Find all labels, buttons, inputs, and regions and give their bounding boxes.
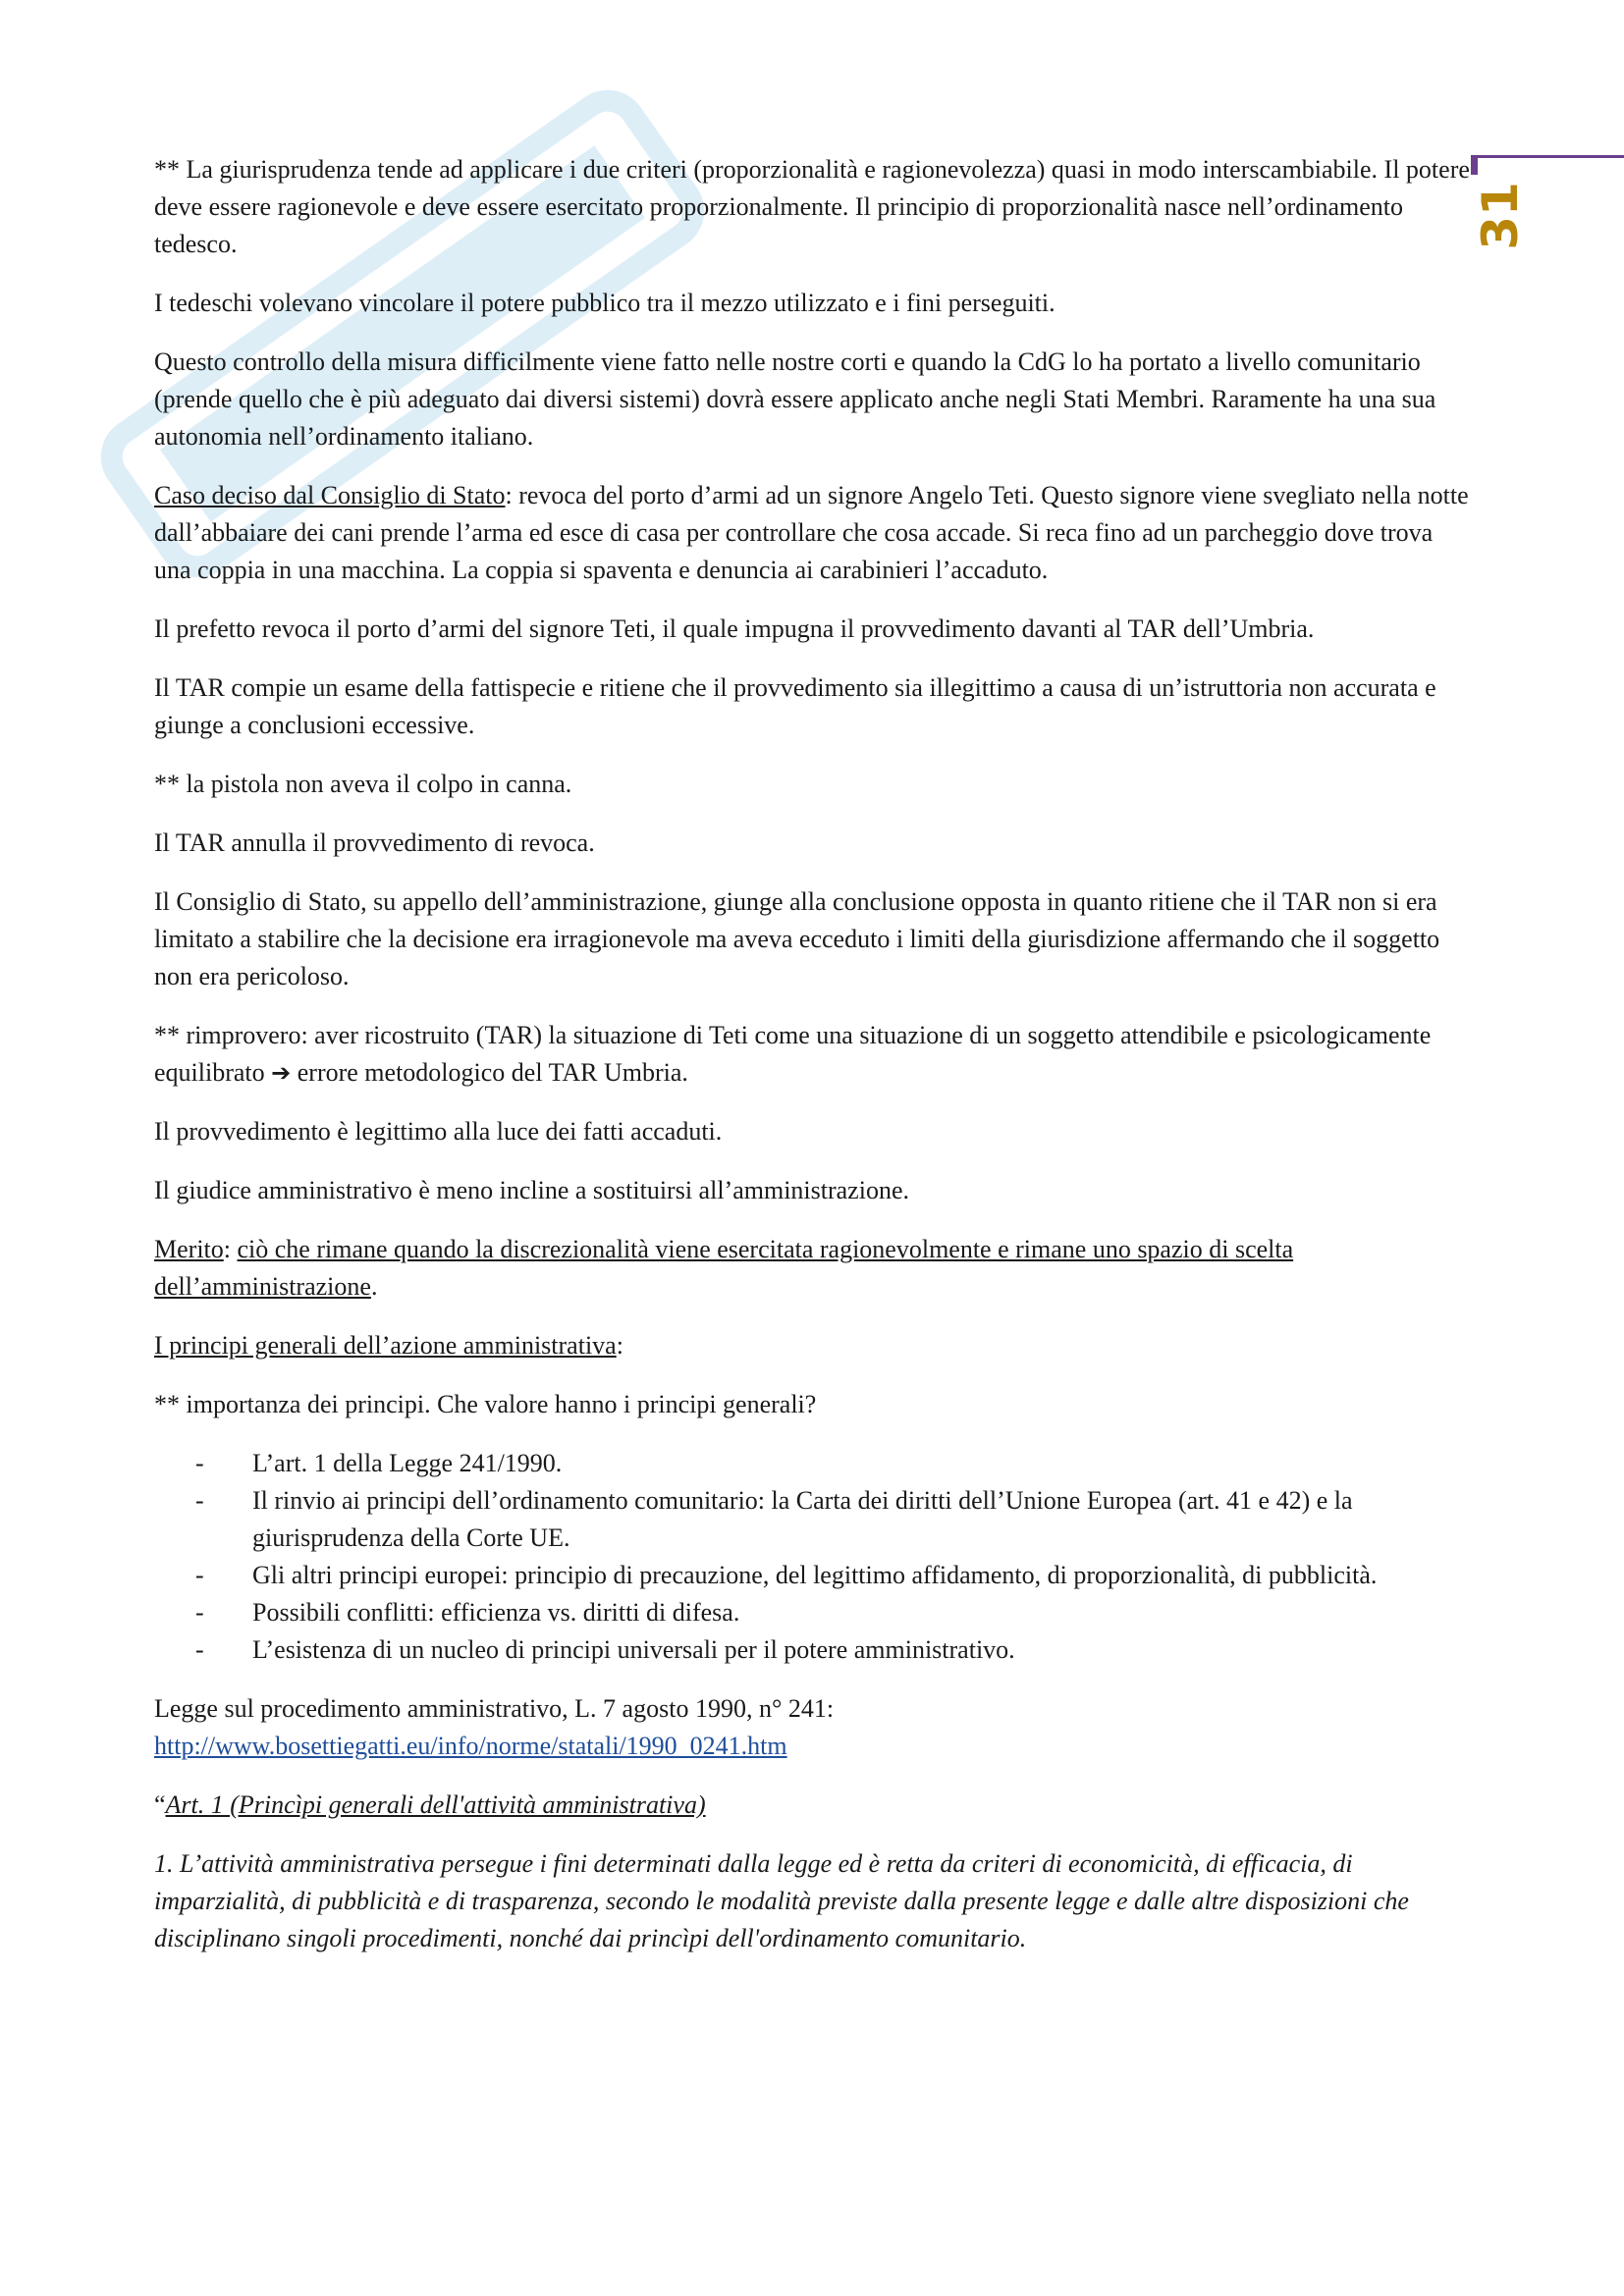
paragraph: Questo controllo della misura difficilmente viene fatto nelle nostre corti e quando la CdG lo ha portato a livello comunitario (prende quello che è più adeguato dai diversi sistemi) dovrà essere applicato anche negli Stati Membri. Raramente ha una sua autonomia nell’ordinamento italiano. xyxy=(154,347,1436,451)
list-item: - Gli altri principi europei: principio di precauzione, del legittimo affidamento, di proporzionalità, di pubblicità. xyxy=(252,1557,1470,1594)
list-item: - L’art. 1 della Legge 241/1990. xyxy=(252,1445,1470,1482)
colon: : xyxy=(616,1331,623,1360)
paragraph: Il prefetto revoca il porto d’armi del signore Teti, il quale impugna il provvedimento davanti al TAR dell’Umbria. xyxy=(154,614,1315,643)
section-heading-text: I principi generali dell’azione amministrativa xyxy=(154,1331,617,1360)
paragraph: ** la pistola non aveva il colpo in canna. xyxy=(154,770,572,798)
arrow-right-icon: ➔ xyxy=(271,1059,292,1087)
page-number-block xyxy=(1471,147,1624,265)
reproach-conclusion: errore metodologico del TAR Umbria. xyxy=(291,1058,688,1087)
article-body: 1. L’attività amministrativa persegue i fini determinati dalla legge ed è retta da criteri di economicità, di efficacia, di imparzialità, di pubblicità e di trasparenza, secondo le modalità previste dalla presente legge e dalle altre disposizioni che disciplinano singoli procedimenti, nonché dai princìpi dell'ordinamento comunitario. xyxy=(154,1849,1409,1952)
paragraph: Il provvedimento è legittimo alla luce dei fatti accaduti. xyxy=(154,1117,723,1146)
reproach-text: ** rimprovero: aver ricostruito (TAR) la situazione di Teti come una situazione di un soggetto attendibile e psicologicamente equilibrato xyxy=(154,1021,1432,1087)
article-title-text: Art. 1 (Princìpi generali dell'attività amministrativa) xyxy=(165,1790,706,1819)
principles-list xyxy=(154,1445,1470,1669)
period: . xyxy=(370,1272,378,1301)
list-item: - Possibili conflitti: efficienza vs. diritti di difesa. xyxy=(252,1594,1470,1631)
law-reference: Legge sul procedimento amministrativo, L. 7 agosto 1990, n° 241: xyxy=(154,1694,835,1723)
document-body xyxy=(154,151,1470,1979)
paragraph: Il TAR compie un esame della fattispecie e ritiene che il provvedimento sia illegittimo a causa di un’istruttoria non accurata e giunge a conclusioni eccessive. xyxy=(154,673,1436,739)
paragraph xyxy=(154,1017,1470,1092)
paragraph: ** La giurisprudenza tende ad applicare i due criteri (proporzionalità e ragionevolezza) quasi in modo interscambiabile. Il potere deve essere ragionevole e deve essere esercitato proporzionalmente. Il principio di proporzionalità nasce nell’ordinamento tedesco. xyxy=(154,155,1470,258)
page-number: 31 xyxy=(1472,182,1529,250)
open-quote: “ xyxy=(154,1790,166,1819)
merito-label: Merito xyxy=(154,1235,224,1263)
list-item: - Il rinvio ai principi dell’ordinamento comunitario: la Carta dei diritti dell’Unione Europea (art. 41 e 42) e la giurisprudenza della Corte UE. xyxy=(252,1482,1470,1557)
paragraph: Il TAR annulla il provvedimento di revoca. xyxy=(154,828,595,857)
section-heading xyxy=(154,1327,1470,1364)
list-item: - L’esistenza di un nucleo di principi universali per il potere amministrativo. xyxy=(252,1631,1470,1669)
paragraph xyxy=(154,477,1470,589)
case-text: : revoca del porto d’armi ad un signore Angelo Teti. Questo signore viene svegliato nella notte dall’abbaiare dei cani prende l’arma ed esce di casa per controllare che cosa accade. Si reca fino ad un parcheggio dove trova una coppia in una macchina. La coppia si spaventa e denuncia ai carabinieri l’accaduto. xyxy=(154,481,1469,584)
paragraph xyxy=(154,1231,1470,1306)
merito-definition: ciò che rimane quando la discrezionalità viene esercitata ragionevolmente e rimane uno spazio di scelta dell’amministrazione xyxy=(154,1235,1294,1301)
law-link[interactable]: http://www.bosettiegatti.eu/info/norme/statali/1990_0241.htm xyxy=(154,1732,787,1760)
paragraph: Il giudice amministrativo è meno incline a sostituirsi all’amministrazione. xyxy=(154,1176,909,1204)
paragraph: I tedeschi volevano vincolare il potere pubblico tra il mezzo utilizzato e i fini perseguiti. xyxy=(154,289,1056,317)
case-label: Caso deciso dal Consiglio di Stato xyxy=(154,481,506,509)
separator: : xyxy=(223,1235,238,1263)
article-title xyxy=(154,1787,1470,1824)
paragraph xyxy=(154,1690,1470,1765)
paragraph: ** importanza dei principi. Che valore hanno i principi generali? xyxy=(154,1390,817,1418)
paragraph: Il Consiglio di Stato, su appello dell’amministrazione, giunge alla conclusione opposta in quanto ritiene che il TAR non si era limitato a stabilire che la decisione era irragionevole ma aveva ecceduto i limiti della giurisdizione affermando che il soggetto non era pericoloso. xyxy=(154,887,1440,990)
